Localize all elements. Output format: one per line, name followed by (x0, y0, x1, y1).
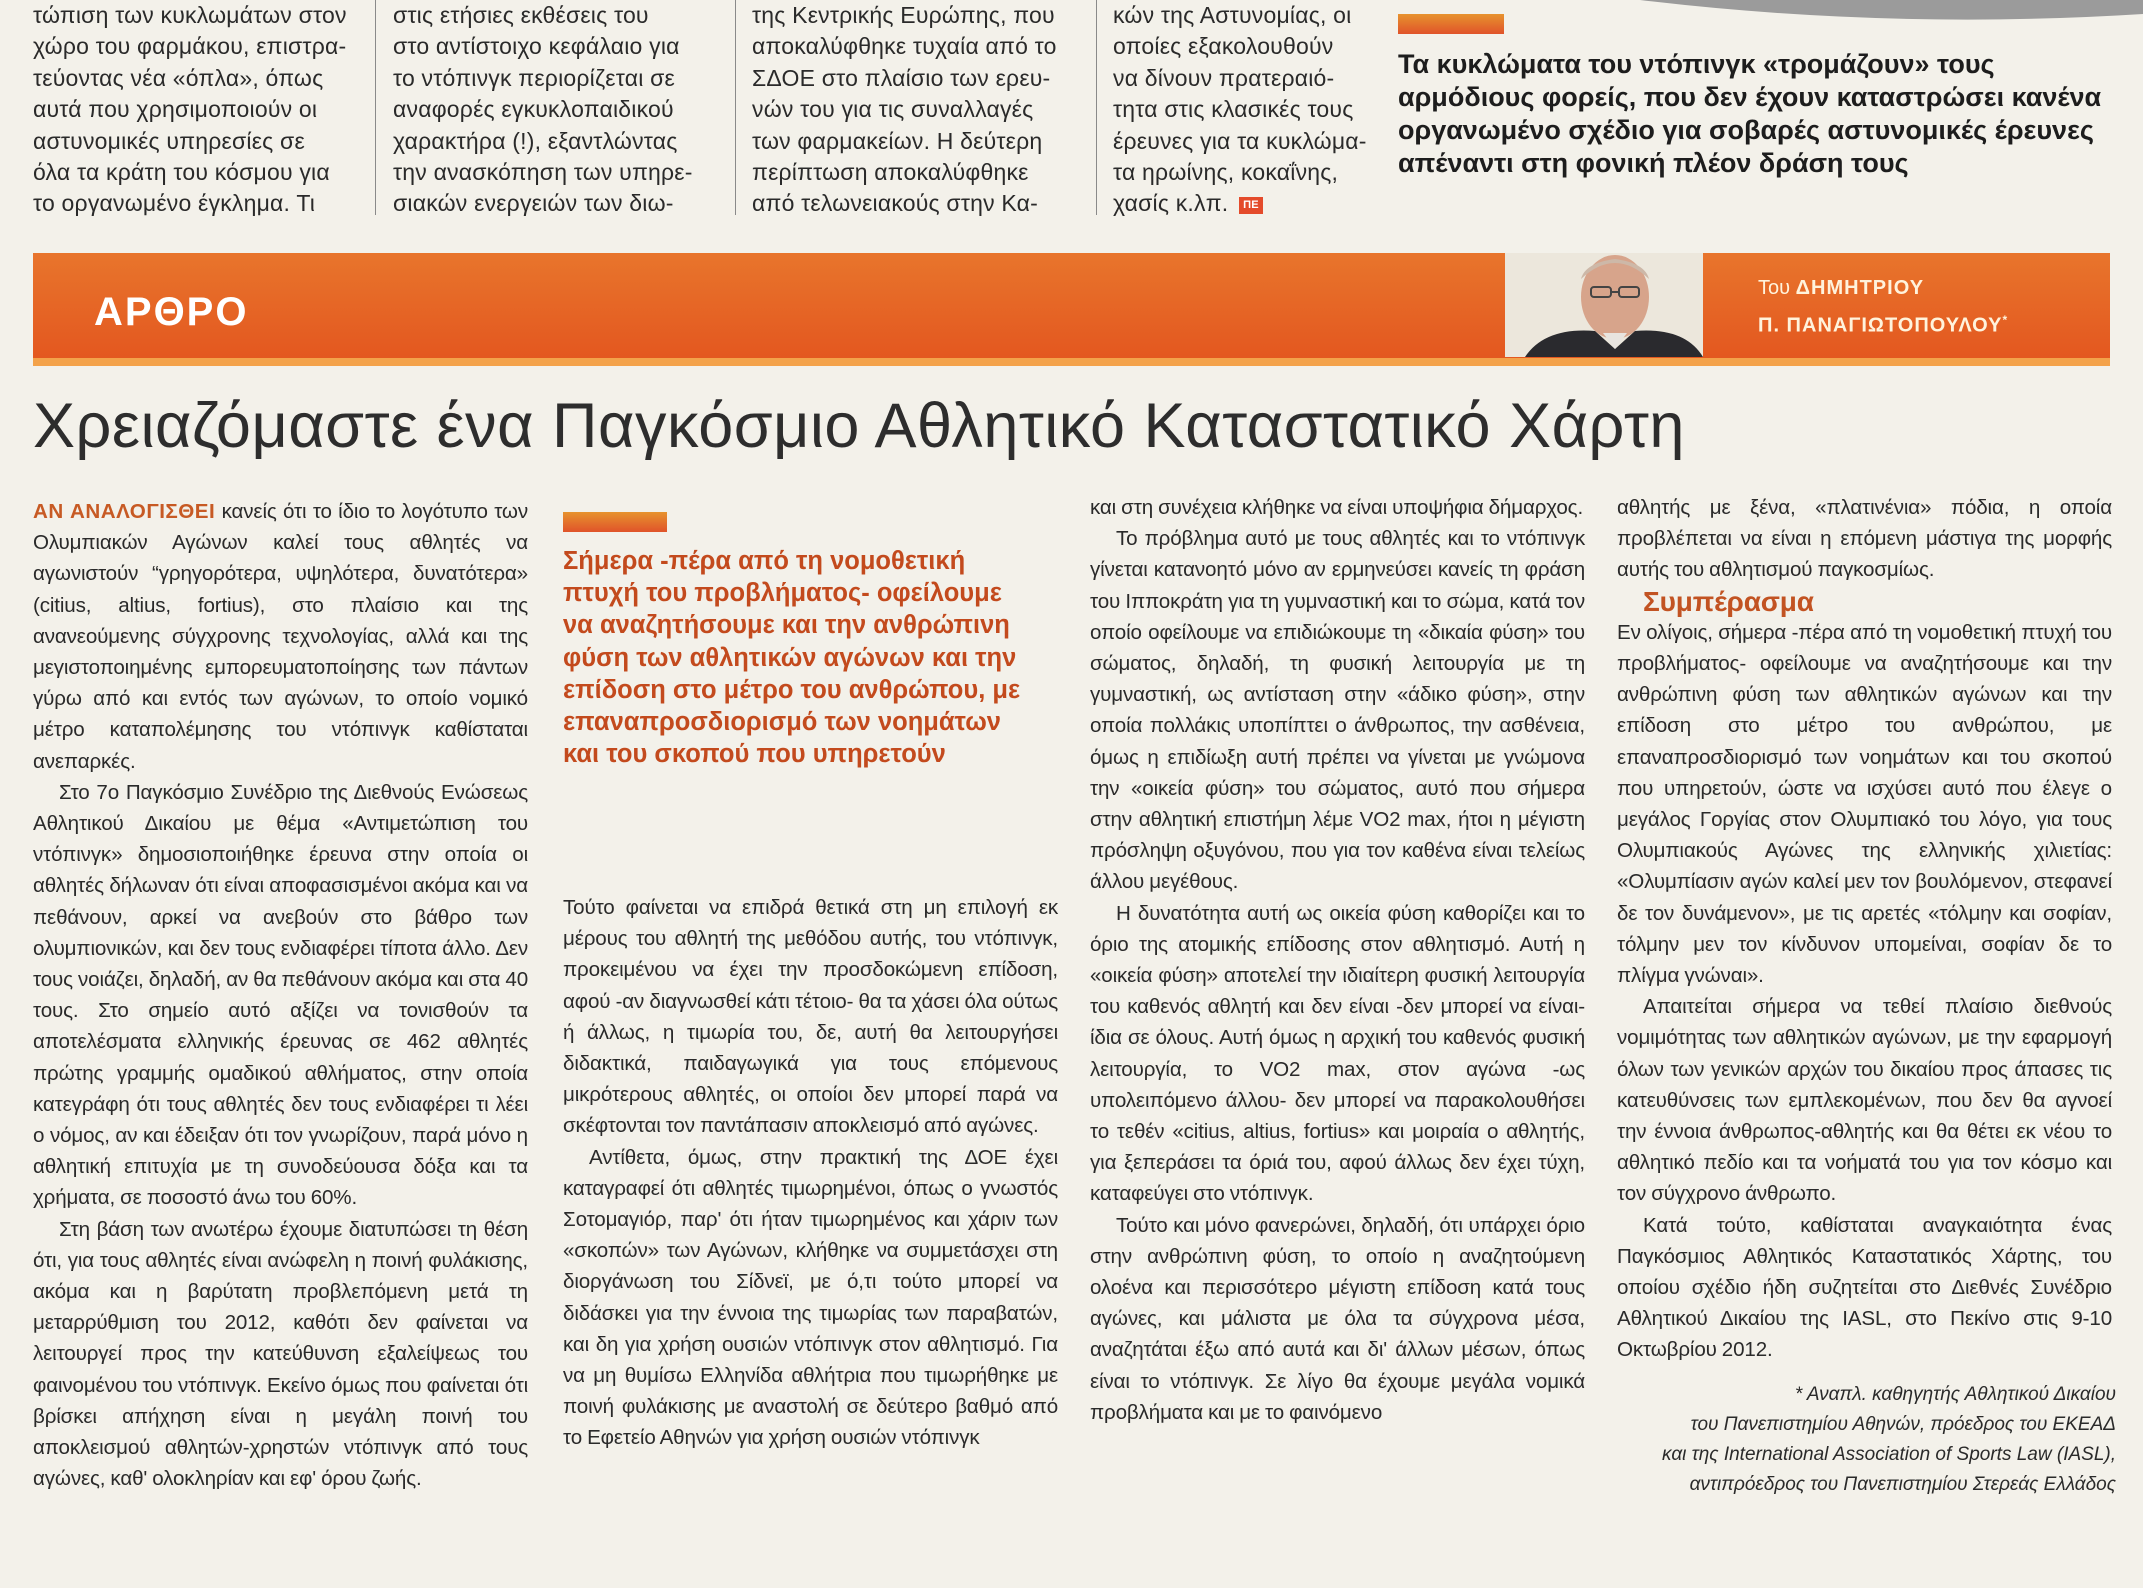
paragraph: Η δυνατότητα αυτή ως οικεία φύση καθορίζει και το όριο της ατομικής επίδοσης στον αθλητισμό. Αυτή η «οικεία φύση» αποτελεί την ιδιαίτερη φυσική λειτουργία του καθενός αθλητή και δεν είναι -δεν μπορεί να είναι- ίδια σε όλους. Αυτή όμως η αρχική του καθενός φυσική λειτουργία, το VO2 max, στον αγώνα -ως υπολειπόμενο άλλου- δεν μπορεί να παρακολουθήσει το τεθέν «citius, altius, fortius» και μοιραία ο αθλητής, για ξεπεράσει τα όριά του, αφού άλλως δεν έχει τύχη, καταφεύγει στο ντόπινγκ. (1090, 901, 1585, 1206)
section-label: ΑΡΘΡΟ (94, 290, 249, 334)
text-line: στις ετήσιες εκθέσεις του (393, 2, 649, 28)
text-line (1113, 188, 1377, 219)
footnote-line: αντιπρόεδρος του Πανεπιστημίου Στερεάς Ελλάδος (1689, 1474, 2116, 1495)
text-line: όλα τα κράτη του κόσμου για (33, 159, 330, 186)
text-line: τώπιση των κυκλωμάτων στον (33, 2, 347, 28)
text-line: το ντόπινγκ περιορίζεται σε (393, 64, 675, 91)
text-line: των φαρμακείων. Η δεύτερη (752, 127, 1043, 154)
footnote-line: και της International Association of Sports Law (IASL), (1662, 1444, 2116, 1465)
author-photo (1505, 253, 1703, 357)
top-column-2 (393, 0, 719, 220)
photo-edge (1640, 0, 2143, 30)
column-divider (1096, 0, 1097, 215)
text-line: περίπτωση αποκαλύφθηκε (752, 159, 1029, 186)
paragraph: Τούτο φαίνεται να επιδρά θετικά στη μη επιλογή εκ μέρους του αθλητή της μεθόδου αυτής, του ντόπινγκ, προκειμένου να έχει την προσδοκώμενη επίδοση, αφού -αν διαγνωσθεί κάτι τέτοιο- θα τα χάσει όλα ούτως ή άλλως, η τιμωρία του, δε, αυτή θα λειτουργήσει διδακτικά, παιδαγωγικά για τους επόμενους μικρότερους αθλητές, οι οποίοι δεν μπορεί παρά να σκέφτονται τον παντάπασιν αποκλεισμό από αγώνες. (563, 896, 1058, 1138)
text-line: σιακών ενεργειών των διω- (393, 190, 674, 217)
text-line: έρευνες για τα κυκλώμα- (1113, 127, 1367, 154)
author-surname: Π. ΠΑΝΑΓΙΩΤΟΠΟΥΛΟΥ (1758, 314, 2003, 337)
text-line: κών της Αστυνομίας, οι (1113, 2, 1352, 28)
top-pull-quote-text: Τα κυκλώματα του ντόπινγκ «τρομάζουν» τους αρμόδιους φορείς, που δεν έχουν καταστρώσει κανένα οργανωμένο σχέδιο για σοβαρές αστυνομικές έρευνες απέναντι στη φονική πλέον δράση τους (1398, 49, 2102, 178)
byline-prefix: Του (1758, 277, 1791, 299)
text-line: ΣΔΟΕ στο πλαίσιο των ερευ- (752, 64, 1051, 91)
subheading: Συμπέρασμα (1643, 585, 1814, 617)
text-line: νών του για τις συναλλαγές (752, 96, 1034, 123)
paragraph: Αντίθετα, όμως, στην πρακτική της ΔΟΕ έχει καταγραφεί ότι αθλητές τιμωρημένοι, όπως ο γνωστός Σοτομαγιόρ, παρ' ότι ήταν τιμωρημένος και χάριν των «σκοπών» των Αγώνων, κλήθηκε να συμμετάσχει στη διοργάνωση του Σίδνεϊ, με ό,τι τούτο μπορεί να διδάσκει για την έννοια της τιμωρίας των παραβατών, και δη για χρήση ουσιών ντόπινγκ στον αθλητισμό. Για να μη θυμίσω Ελληνίδα αθλήτρια που τιμωρήθηκε με ποινή φυλάκισης με αναστολή σε δεύτερο βαθμό από το Εφετείο Αθηνών για χρήση ουσιών ντόπινγκ (563, 1145, 1058, 1450)
top-pull-quote (1398, 48, 2110, 180)
article-column-2 (563, 892, 1058, 1454)
text-line: οποίες εξακολουθούν (1113, 33, 1334, 60)
text-line: αυτά που χρησιμοποιούν οι (33, 96, 318, 123)
paragraph: και στη συνέχεια κλήθηκε να είναι υποψήφια δήμαρχος. (1090, 496, 1584, 519)
paragraph: Κατά τούτο, καθίσταται αναγκαιότητα ένας Παγκόσμιος Αθλητικός Καταστατικός Χάρτης, του οποίου σχέδιο ήδη συζητείται στο Διεθνές Συνέδριο Αθλητικού Δικαίου της IASL, στο Πεκίνο στις 9-10 Οκτωβρίου 2012. (1617, 1213, 2112, 1362)
accent-bar (1398, 14, 1504, 34)
banner-stripe (33, 358, 2110, 366)
text-line: αστυνομικές υπηρεσίες σε (33, 127, 305, 154)
article-column-4 (1617, 492, 2112, 1366)
paragraph: Εν ολίγοις, σήμερα -πέρα από τη νομοθετική πτυχή του προβλήματος- οφείλουμε να αναζητήσουμε και την ανθρώπινη φύση των αθλητικών αγώνων και την επίδοση στο μέτρο του ανθρώπου, με επαναπροσδιορισμό των νοημάτων και του σκοπού που υπηρετούν, ώστε να ισχύσει αυτό που έλεγε ο μεγάλος Γοργίας στον Ολυμπιακό του λόγο, για τους Ολυμπιακούς Αγώνες της ελληνικής χιλιετίας: «Ολυμπίασιν αγών καλεί μεν τον βουλόμενον, στεφανεί δε τον δυνάμενον», με τις αρετές «τόλμην και σοφίαν, τόλμην μεν τον κίνδυνον υπομείναι, σοφίαν δε το πλίγμα γνώναι». (1617, 620, 2112, 988)
paragraph (33, 496, 528, 777)
paragraph: Το πρόβλημα αυτό με τους αθλητές και το ντόπινγκ γίνεται κατανοητό μόνο αν ερμηνεύσει κανείς τη φράση του Ιπποκράτη για τη γυμναστική και το σώμα, κατά τον οποίο οφείλουμε να επιδιώκουμε τη «δικαία φύση» του σώματος, δηλαδή, τη φυσική λειτουργία με τη γυμναστική, ως αντίσταση στην «άδικο φύση», στην οποία πολλάκις υποπίπτει ο άνθρωπος, την ασθένεια, όμως η επιδίωξη αυτή πρέπει να γίνεται με γνώμονα την «οικεία φύση» του σώματος, αυτό που σήμερα στην αθλητική επιστήμη λέμε VO2 max, ήτοι η μέγιστη πρόσληψη οξυγόνου, που για τον καθένα είναι τελείως άλλου μεγέθους. (1090, 527, 1585, 894)
column-divider (375, 0, 376, 215)
text-line: το οργανωμένο έγκλημα. Τι (33, 190, 316, 217)
footnote-line: * Αναπλ. καθηγητής Αθλητικού Δικαίου (1794, 1384, 2116, 1405)
byline-line-1 (1758, 272, 2008, 304)
paragraph: αθλητής με ξένα, «πλατινένια» πόδια, η οποία προβλέπεται να είναι η επόμενη μάστιγα της μορφής αυτής του αθλητισμού παγκοσμίως. (1617, 496, 2112, 582)
top-column-4 (1113, 0, 1377, 220)
column-divider (735, 0, 736, 215)
text-line: από τελωνειακούς στην Κα- (752, 190, 1038, 217)
article-column-1 (33, 496, 528, 1495)
author-footnote (1600, 1380, 2116, 1500)
text-line: αναφορές εγκυκλοπαιδικού (393, 96, 674, 123)
text-line: την ανασκόπηση των υπηρε- (393, 159, 693, 186)
article-headline: Χρειαζόμαστε ένα Παγκόσμιο Αθλητικό Καταστατικό Χάρτη (33, 391, 1685, 461)
text-line-end: χασίς κ.λπ. (1113, 190, 1229, 217)
accent-bar (563, 512, 667, 532)
paragraph: Απαιτείται σήμερα να τεθεί πλαίσιο διεθνούς νομιμότητας των αθλητικών αγώνων, με την εφαρμογή όλων των γενικών αρχών του δικαίου προς άπασες τις κατευθύνσεις των εμπλεκομένων, που δεν θα αγνοεί την έννοια άνθρωπος-αθλητής και θα θέτει εκ νέου το αθλητικό πεδίο και τα νοήματά του για τον κόσμο και τον σύγχρονο άνθρωπο. (1617, 995, 2112, 1206)
byline-line-2 (1758, 304, 2008, 342)
paragraph-text: κανείς ότι το ίδιο το λογότυπο των Ολυμπιακών Αγώνων καλεί τους αθλητές να αγωνιστούν “γρηγορότερα, υψηλότερα, δυνατότερα» (citius, altius, fortius), στο πλαίσιο και της ανανεούμενης σύγχρονης τεχνολογίας, αλλά και της μεγιστοποιημένης εμπορευματοποίησης των πάντων γύρω από και εντός των αγώνων, το οποίο νομικό μέτρο καταπολέμησης του ντόπινγκ καθίσταται ανεπαρκές. (33, 500, 528, 773)
article-column-3 (1090, 492, 1585, 1428)
pull-quote (563, 545, 1029, 770)
pull-quote-text: Σήμερα -πέρα από τη νομοθετική πτυχή του προβλήματος- οφείλουμε να αναζητήσουμε και την ανθρώπινη φύση των αθλητικών αγώνων και την επίδοση στο μέτρο του ανθρώπου, με επαναπροσδιορισμό των νοημάτων και του σκοπού που υπηρετούν (563, 547, 1021, 769)
author-photo-icon (1505, 253, 1703, 357)
lead-in: ΑΝ ΑΝΑΛΟΓΙΣΘΕΙ (33, 500, 216, 523)
paragraph: Τούτο και μόνο φανερώνει, δηλαδή, ότι υπάρχει όριο στην ανθρώπινη φύση, το οποίο η αναζητούμενη ολοένα και περισσότερο μέγιστη επίδοση κατά τους αγώνες, και μάλιστα με όλα τα σύγχρονα μέσα, αναζητάται έξω από αυτά και δι' άλλων μέσων, όπως είναι το ντόπινγκ. Σε λίγο θα έχουμε μεγάλα νομικά προβλήματα και με το φαινόμενο (1090, 1213, 1585, 1424)
text-line: της Κεντρικής Ευρώπης, που (752, 2, 1055, 28)
top-column-3 (752, 0, 1082, 220)
paragraph: Στη βάση των ανωτέρω έχουμε διατυπώσει τη θέση ότι, για τους αθλητές είναι ανώφελη η ποινή φυλάκισης, ακόμα και η βαρύτατη προβλεπόμενη μετά τη μεταρρύθμιση του 2012, καθότι δεν φαίνεται να λειτουργεί προς την κατεύθυνση εξαλείψεως του φαινομένου του ντόπινγκ. Εκείνο όμως που φαίνεται ότι βρίσκει απήχηση είναι η μεγάλη ποινή του αποκλεισμού αθλητών-χρηστών ντόπινγκ από τους αγώνες, καθ' ολοκληρίαν και εφ' όρου ζωής. (33, 1217, 528, 1491)
text-line: τητα στις κλασικές τους (1113, 96, 1354, 123)
end-logo-icon: ΠΕ (1239, 197, 1263, 214)
text-line: χαρακτήρα (!), εξαντλώντας (393, 127, 678, 154)
text-line: αποκαλύφθηκε τυχαία από το (752, 33, 1057, 60)
byline (1758, 272, 2008, 342)
author-mark: * (2002, 313, 2009, 327)
top-column-1 (33, 0, 362, 220)
text-line: χώρο του φαρμάκου, επιστρα- (33, 33, 347, 60)
text-line: τεύοντας νέα «όπλα», όπως (33, 64, 324, 91)
text-line: να δίνουν πρατεραιό- (1113, 64, 1335, 91)
author-first-name: ΔΗΜΗΤΡΙΟΥ (1795, 277, 1925, 299)
text-line: στο αντίστοιχο κεφάλαιο για (393, 33, 680, 60)
paragraph: Στο 7ο Παγκόσμιο Συνέδριο της Διεθνούς Ενώσεως Αθλητικού Δικαίου με θέμα «Αντιμετώπιση του ντόπινγκ» δημοσιοποιήθηκε έρευνα στην οποία οι αθλητές δήλωναν ότι είναι αποφασισμένοι ακόμα και να πεθάνουν, αρκεί να ανεβούν στο βάθρο των ολυμπιονικών, και δεν τους ενδιαφέρει τίποτα άλλο. Δεν τους νοιάζει, δηλαδή, αν θα πεθάνουν ακόμα και στα 40 τους. Στο σημείο αυτό αξίζει να τονισθούν τα αποτελέσματα ελληνικής έρευνας σε 462 αθλητές πρώτης γραμμής ομαδικού αθλήματος, στην οποία κατεγράφη ότι τους αθλητές δεν τους ενδιαφέρει τι λέει ο νόμος, αν και έδειξαν ότι τον γνωρίζουν, παρά μόνο η αθλητική επιτυχία με τη συνοδεύουσα δόξα και τα χρήματα, σε ποσοστό άνω του 60%. (33, 780, 528, 1210)
footnote-line: του Πανεπιστημίου Αθηνών, πρόεδρος του ΕΚΕΑΔ (1690, 1414, 2116, 1435)
text-line: τα ηρωίνης, κοκαΐνης, (1113, 159, 1339, 186)
